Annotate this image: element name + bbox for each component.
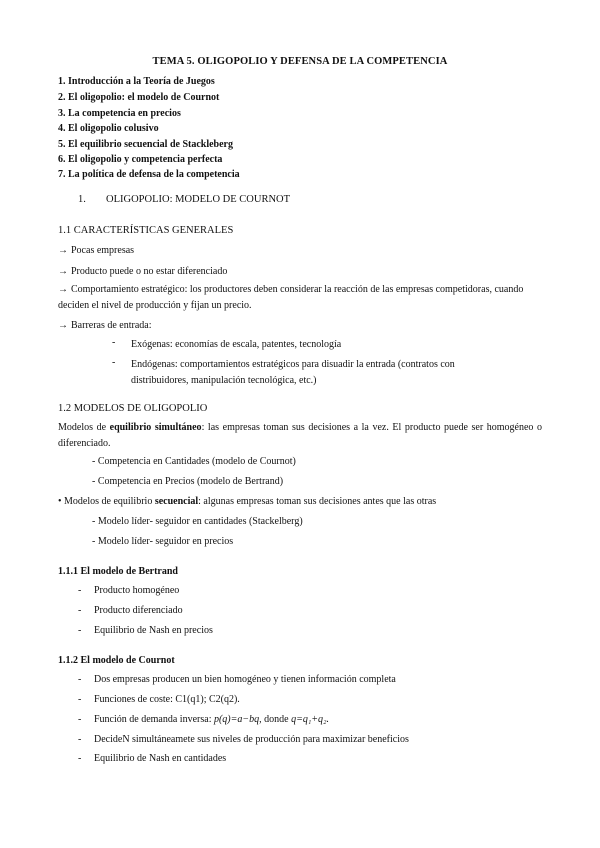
paragraph: Modelos de equilibrio simultáneo: las empresas toman sus decisiones a la vez. El producto puede ser homogéneo o diferenciado. xyxy=(58,422,542,449)
indented-item: - Competencia en Cantidades (modelo de Cournot) xyxy=(92,456,296,467)
toc-item: 7. La política de defensa de la competencia xyxy=(58,169,240,180)
subsubsection-heading: 1.1.2 El modelo de Cournot xyxy=(58,655,175,666)
bullet-item: → Barreras de entrada: xyxy=(58,320,152,331)
arrow-icon: → xyxy=(58,284,68,295)
bullet-item: → Producto puede o no estar diferenciado xyxy=(58,266,228,277)
toc-item: 5. El equilibrio secuencial de Stackleberg xyxy=(58,139,233,150)
section-heading xyxy=(78,194,290,205)
document-title: TEMA 5. OLIGOPOLIO Y DEFENSA DE LA COMPETENCIA xyxy=(152,56,448,67)
arrow-icon: → xyxy=(58,320,68,331)
toc-item: 6. El oligopolio y competencia perfecta xyxy=(58,154,223,165)
document-page: TEMA 5. OLIGOPOLIO Y DEFENSA DE LA COMPETENCIA 1. Introducción a la Teoría de Juegos 2. El oligopolio: el modelo de Cournot 3. La competencia en precios 4. El oligopolio colusivo 5. El equilibrio secuencial de Stackleberg 6. El oligopolio y competencia perfecta 7. La política de defensa de la competencia 1. OLIGOPOLIO: MODELO DE COURNOT 1.1 CARACTERÍSTICAS GENERALES → Pocas empresas → Producto puede o no estar diferenciado → Comportamiento estratégico: los productores deben considerar la reacción de las empresas competidoras, cuando deciden el nivel de producción y fijan un precio. → Barreras de entrada: - Exógenas: economías de escala, patentes, tecnología - Endógenas: comportamientos estratégicos para disuadir la entrada (contratos con distribuidores, manipulación tecnológica, etc.) 1.2 MODELOS DE OLIGOPOLIO Modelos de equilibrio simultáneo: las empresas toman sus decisiones a la vez. El producto puede ser homogéneo o diferenciado. - Competencia en Cantidades (modelo de Cournot) - Competencia en Precios (modelo de Bertrand) • Modelos de equilibrio secuencial: algunas empresas toman sus decisiones antes que las otras - Modelo líder- seguidor en cantidades (Stackelberg) - Modelo líder- seguidor en precios 1.1.1 El modelo de Bertrand - Producto homogéneo - Producto diferenciado - Equilibrio de Nash en precios 1.1.2 El modelo de Cournot - Dos empresas producen un bien homogéneo y tienen información completa - Funciones de coste: C1(q1); C2(q2). - Función de demanda inversa: p(q)=a−bq, donde q=q₁+q₂. - DecideN simultáneamete sus niveles de producción para maximizar beneficios - Equilibrio de Nash en cantidades xyxy=(0,0,600,848)
toc-item: 4. El oligopolio colusivo xyxy=(58,123,159,134)
indented-item: - Competencia en Precios (modelo de Bertrand) xyxy=(92,476,284,487)
section-title: OLIGOPOLIO: MODELO DE COURNOT xyxy=(106,194,291,205)
indented-item: - Modelo líder- seguidor en cantidades (Stackelberg) xyxy=(92,516,303,527)
bullet-item: → Comportamiento estratégico: los productores deben considerar la reacción de las empresas competidoras, cuando deciden el nivel de producción y fijan un precio. xyxy=(58,284,524,311)
toc-item: 2. El oligopolio: el modelo de Cournot xyxy=(58,92,220,103)
sub-bullet: - Exógenas: economías de escala, patentes, tecnología xyxy=(112,337,342,350)
arrow-icon: → xyxy=(58,245,68,256)
arrow-icon: → xyxy=(58,266,68,277)
subsection-heading: 1.2 MODELOS DE OLIGOPOLIO xyxy=(58,403,208,414)
paragraph: • Modelos de equilibrio secuencial: algunas empresas toman sus decisiones antes que las otras xyxy=(58,496,437,507)
toc-item: 3. La competencia en precios xyxy=(58,108,181,119)
subsubsection-heading: 1.1.1 El modelo de Bertrand xyxy=(58,566,178,577)
section-number: 1. xyxy=(78,194,86,205)
toc-item: 1. Introducción a la Teoría de Juegos xyxy=(58,76,215,87)
sub-bullet: - Endógenas: comportamientos estratégicos para disuadir la entrada (contratos con distribuidores, manipulación tecnológica, etc.) xyxy=(112,357,455,386)
bullet-item: → Pocas empresas xyxy=(58,245,135,256)
subsection-heading: 1.1 CARACTERÍSTICAS GENERALES xyxy=(58,225,234,236)
indented-item: - Modelo líder- seguidor en precios xyxy=(92,536,234,547)
